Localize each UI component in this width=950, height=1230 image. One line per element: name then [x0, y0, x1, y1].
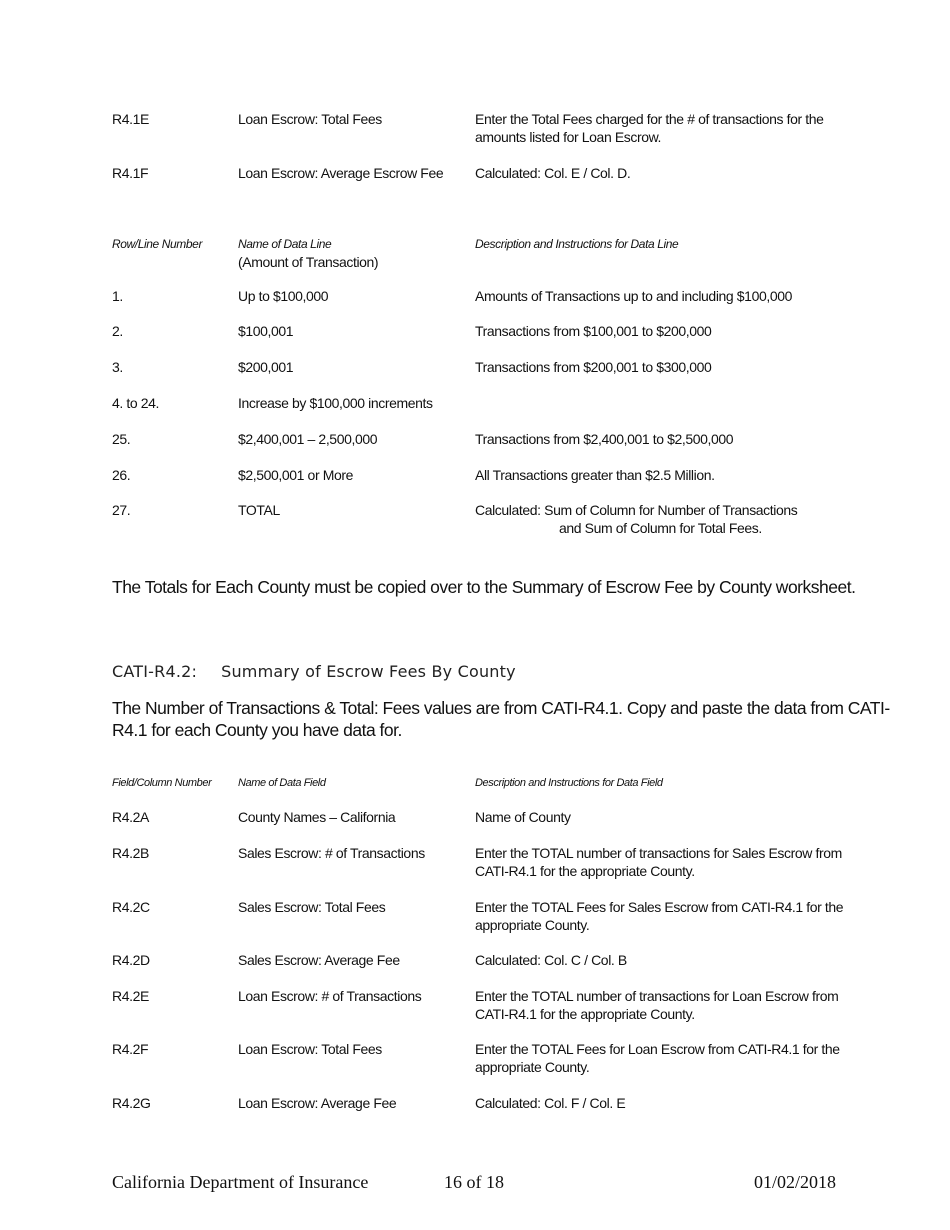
row-description-line1: Calculated: Sum of Column for Number of Transactions: [475, 502, 798, 518]
header-name-of-data-line: [238, 235, 470, 271]
row-name: $100,001: [238, 323, 294, 339]
row-number: 3.: [112, 359, 123, 375]
footer-date: 01/02/2018: [754, 1172, 837, 1192]
field-name: Loan Escrow: Average Escrow Fee: [238, 165, 444, 181]
header-name-sub: (Amount of Transaction): [238, 254, 379, 270]
section-heading: [112, 662, 516, 681]
row-name: TOTAL: [238, 502, 280, 518]
field-description: Name of County: [475, 809, 571, 825]
field-description: Enter the Total Fees charged for the # of transactions for the amounts listed for Loan Escrow.: [475, 111, 824, 145]
field-id: R4.2C: [112, 899, 150, 915]
row-description: All Transactions greater than $2.5 Million.: [475, 467, 715, 483]
row-number: 2.: [112, 323, 123, 339]
section-title: Summary of Escrow Fees By County: [221, 662, 516, 681]
field-id: R4.2G: [112, 1095, 151, 1111]
field-name: Loan Escrow: Total Fees: [238, 111, 382, 127]
row-number: 25.: [112, 431, 131, 447]
field-description: Calculated: Col. F / Col. E: [475, 1095, 626, 1111]
row-name: $200,001: [238, 359, 294, 375]
field-description: Enter the TOTAL number of transactions for Sales Escrow from CATI-R4.1 for the appropriate County.: [475, 845, 842, 879]
field-description: Enter the TOTAL Fees for Sales Escrow from CATI-R4.1 for the appropriate County.: [475, 899, 844, 933]
field-name: Sales Escrow: Average Fee: [238, 952, 400, 968]
row-description: [475, 501, 850, 537]
totals-note: The Totals for Each County must be copied over to the Summary of Escrow Fee by County worksheet.: [112, 577, 856, 597]
header-name-of-data-field: Name of Data Field: [238, 777, 326, 789]
row-description: Amounts of Transactions up to and including $100,000: [475, 288, 792, 304]
header-description: Description and Instructions for Data Line: [475, 237, 679, 251]
field-description: Calculated: Col. C / Col. B: [475, 952, 627, 968]
row-description: Transactions from $200,001 to $300,000: [475, 359, 712, 375]
field-description: Calculated: Col. E / Col. D.: [475, 165, 631, 181]
header-name-label: Name of Data Line: [238, 237, 332, 251]
field-name: County Names – California: [238, 809, 396, 825]
row-name: Increase by $100,000 increments: [238, 395, 433, 411]
field-id: R4.2E: [112, 988, 149, 1004]
field-id: R4.2B: [112, 845, 149, 861]
header-row-line-number: Row/Line Number: [112, 237, 203, 251]
field-id: R4.2F: [112, 1041, 149, 1057]
footer-organization: California Department of Insurance: [112, 1172, 369, 1192]
row-description: Transactions from $100,001 to $200,000: [475, 323, 712, 339]
row-number: 26.: [112, 467, 131, 483]
footer-page-number: 16 of 18: [444, 1172, 504, 1192]
field-name: Sales Escrow: # of Transactions: [238, 845, 425, 861]
row-number: 1.: [112, 288, 123, 304]
field-description: Enter the TOTAL number of transactions for Loan Escrow from CATI-R4.1 for the appropriate County.: [475, 988, 839, 1022]
row-description-line2: and Sum of Column for Total Fees.: [559, 520, 762, 536]
row-number: 27.: [112, 502, 131, 518]
field-id: R4.2A: [112, 809, 149, 825]
section-code: CATI-R4.2:: [112, 662, 198, 681]
field-name: Loan Escrow: # of Transactions: [238, 988, 422, 1004]
field-description: Enter the TOTAL Fees for Loan Escrow from CATI-R4.1 for the appropriate County.: [475, 1041, 840, 1075]
field-name: Loan Escrow: Total Fees: [238, 1041, 382, 1057]
header-field-description: Description and Instructions for Data Field: [475, 777, 663, 789]
row-description: Transactions from $2,400,001 to $2,500,000: [475, 431, 734, 447]
field-name: Loan Escrow: Average Fee: [238, 1095, 397, 1111]
field-name: Sales Escrow: Total Fees: [238, 899, 386, 915]
row-number: 4. to 24.: [112, 395, 159, 411]
section-intro: The Number of Transactions & Total: Fees values are from CATI-R4.1. Copy and paste the data from CATI-R4.1 for each County you have data for.: [112, 698, 890, 740]
row-name: $2,400,001 – 2,500,000: [238, 431, 378, 447]
row-name: $2,500,001 or More: [238, 467, 353, 483]
field-id: R4.1F: [112, 165, 149, 181]
header-field-column-number: Field/Column Number: [112, 777, 212, 789]
field-id: R4.1E: [112, 111, 149, 127]
field-id: R4.2D: [112, 952, 150, 968]
row-name: Up to $100,000: [238, 288, 329, 304]
